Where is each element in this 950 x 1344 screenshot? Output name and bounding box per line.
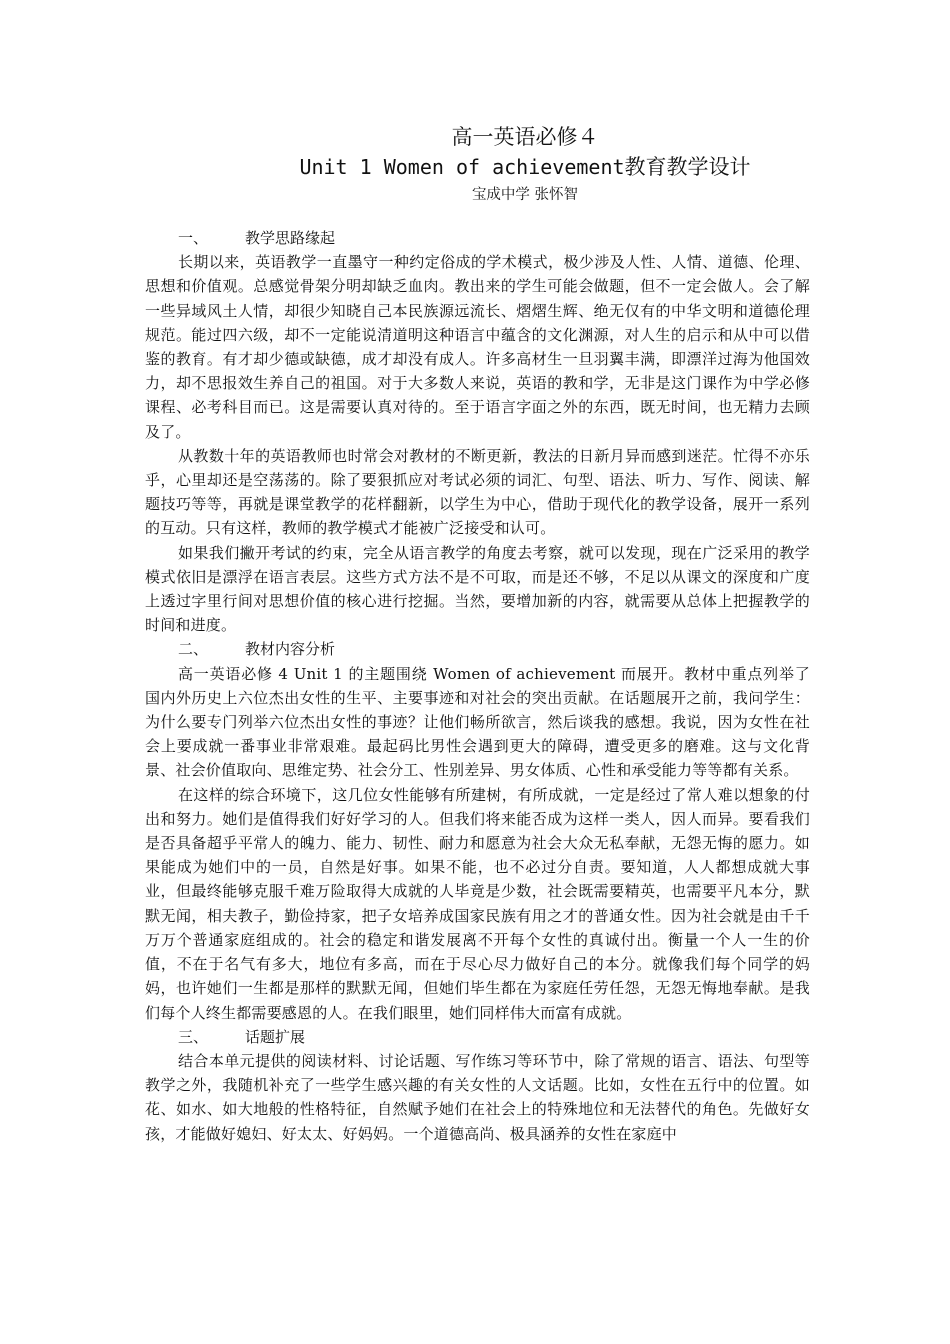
paragraph: 从教数十年的英语教师也时常会对教材的不断更新，教法的日新月异而感到迷茫。忙得不亦乐乎，心里却还是空荡荡的。除了要狠抓应对考试必须的词汇、句型、语法、听力、写作、阅读、解题技巧等等，再就是课堂教学的花样翻新，以学生为中心，借助于现代化的教学设备，展开一系列的互动。只有这样，教师的教学模式才能被广泛接受和认可。: [145, 446, 810, 538]
section-number: 三、: [178, 1027, 209, 1046]
section-heading: [145, 1025, 810, 1049]
section-title: 话题扩展: [245, 1027, 306, 1046]
paragraph: 结合本单元提供的阅读材料、讨论话题、写作练习等环节中，除了常规的语言、语法、句型等教学之外，我随机补充了一些学生感兴趣的有关女性的人文话题。比如，女性在五行中的位置。如花、如水、如大地般的性格特征，自然赋予她们在社会上的特殊地位和无法替代的角色。先做好女孩，才能做好媳妇、好太太、好妈妈。一个道德高尚、极具涵养的女性在家庭中: [145, 1051, 810, 1143]
section-3: [145, 1025, 810, 1146]
author-line: 宝成中学 张怀智: [471, 187, 579, 203]
title-block: [145, 122, 810, 206]
paragraph: 高一英语必修 4 Unit 1 的主题围绕 Women of achievement 而展开。教材中重点列举了 国内外历史上六位杰出女性的生平、主要事迹和对社会的突出贡献。在话题展开之前，我问学生：为什么要专门列举六位杰出女性的事迹？让他们畅所欲言，然后谈我的感想。我说，因为女性在社会上要成就一番事业非常艰难。最起码比男性会遇到更大的障碍，遭受更多的磨难。这与文化背景、社会价值取向、思维定势、社会分工、性别差异、男女体质、心性和承受能力等等都有关系。: [145, 664, 810, 780]
section-number: 一、: [178, 229, 209, 247]
subtitle-english: Unit 1 Women of achievement: [299, 155, 625, 179]
document-page: [145, 122, 810, 1146]
section-heading: [145, 226, 810, 250]
document-title: 高一英语必修４: [451, 125, 599, 149]
section-title: 教学思路缘起: [245, 229, 336, 247]
paragraph: 如果我们撇开考试的约束，完全从语言教学的角度去考察，就可以发现，现在广泛采用的教学模式依旧是漂浮在语言表层。这些方式方法不是不可取，而是还不够，不足以从课文的深度和广度上透过字里行间对思想价值的核心进行挖掘。当然，要增加新的内容，就需要从总体上把握教学的时间和进度。: [145, 543, 810, 635]
document-subtitle: [240, 152, 810, 182]
section-heading: [145, 637, 810, 661]
section-title: 教材内容分析: [245, 640, 336, 659]
section-1: [145, 226, 810, 637]
section-2: [145, 637, 810, 1024]
paragraph: 在这样的综合环境下，这几位女性能够有所建树，有所成就，一定是经过了常人难以想象的付出和努力。她们是值得我们好好学习的人。但我们将来能否成为这样一类人，因人而异。要看我们是否具备超乎平常人的魄力、能力、韧性、耐力和愿意为社会大众无私奉献，无怨无悔的愿力。如果能成为她们中的一员，自然是好事。如果不能，也不必过分自责。要知道，人人都想成就大事业，但最终能够克服千难万险取得大成就的人毕竟是少数，社会既需要精英，也需要平凡本分，默默无闻，相夫教子，勤俭持家，把子女培养成国家民族有用之才的普通女性。因为社会就是由千千万万个普通家庭组成的。社会的稳定和谐发展离不开每个女性的真诚付出。衡量一个人一生的价值，不在于名气有多大，地位有多高，而在于尽心尽力做好自己的本分。就像我们每个同学的妈妈，也许她们一生都是那样的默默无闻，但她们毕生都在为家庭任劳任怨，无怨无悔地奉献。是我们每个人终生都需要感恩的人。在我们眼里，她们同样伟大而富有成就。: [145, 785, 810, 1022]
paragraph: 长期以来，英语教学一直墨守一种约定俗成的学术模式，极少涉及人性、人情、道德、伦理、思想和价值观。总感觉骨架分明却缺乏血肉。教出来的学生可能会做题，但不一定会做人。会了解一些异域风土人情，却很少知晓自己本民族源远流长、熠熠生辉、绝无仅有的中华文明和道德伦理规范。能过四六级，却不一定能说清道明这种语言中蕴含的文化渊源，对人生的启示和从中可以借鉴的教育。有才却少德或缺德，成才却没有成人。许多高材生一旦羽翼丰满，即漂洋过海为他国效力，却不思报效生养自己的祖国。对于大多数人来说，英语的教和学，无非是这门课作为中学必修课程、必考科目而已。这是需要认真对待的。至于语言字面之外的东西，既无时间，也无精力去顾及了。: [145, 253, 810, 441]
document-body: [145, 226, 810, 1146]
subtitle-chinese: 教育教学设计: [624, 155, 751, 179]
section-number: 二、: [178, 640, 209, 659]
